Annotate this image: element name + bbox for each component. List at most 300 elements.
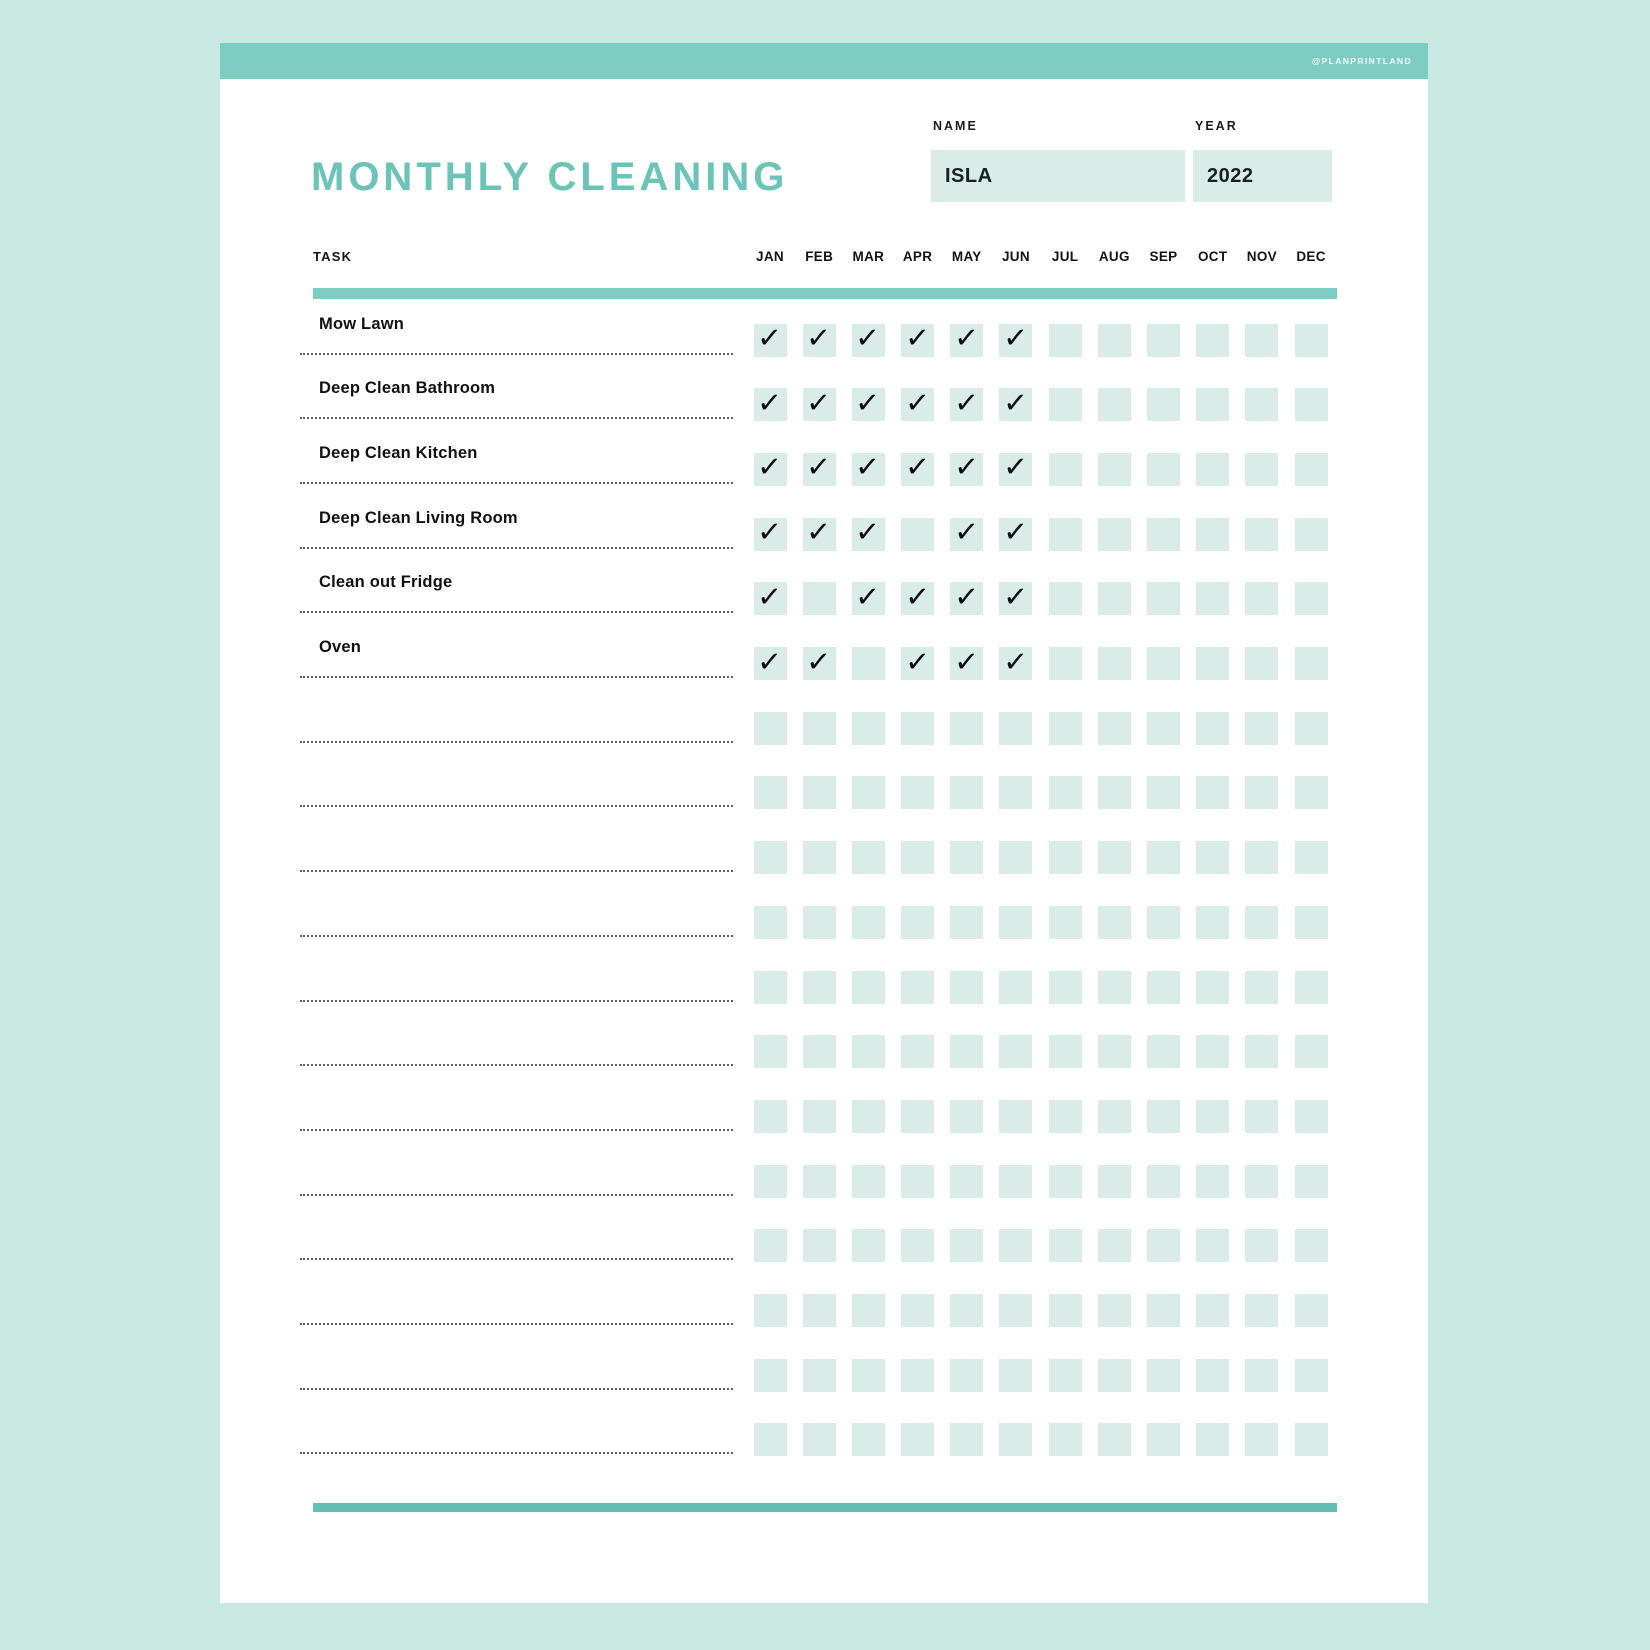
checkbox-row17-jan[interactable] [754,1359,787,1392]
checkbox-row10-feb[interactable] [803,906,836,939]
checkbox-row12-sep[interactable] [1147,1035,1180,1068]
year-value: 2022 [1207,164,1254,187]
checkmark-icon: ✓ [805,449,832,485]
checkbox-row17-feb[interactable] [803,1359,836,1392]
checkbox-row11-oct[interactable] [1196,971,1229,1004]
task-underline [300,611,733,613]
checkbox-row7-dec[interactable] [1295,712,1328,745]
checkbox-row16-mar[interactable] [852,1294,885,1327]
checkbox-row16-nov[interactable] [1245,1294,1278,1327]
checkbox-mow-lawn-may[interactable] [950,319,983,357]
checkbox-deep-clean-kitchen-may[interactable] [950,449,983,486]
checkbox-row7-feb[interactable] [803,712,836,745]
checkbox-row16-feb[interactable] [803,1294,836,1327]
checkbox-row [754,319,1328,357]
checkmark-icon: ✓ [1002,449,1029,485]
checkbox-row13-nov[interactable] [1245,1100,1278,1133]
checkbox-row15-mar[interactable] [852,1229,885,1262]
checkbox-row11-jul[interactable] [1049,971,1082,1004]
checkbox-oven-jun[interactable] [999,643,1032,680]
checkbox-row18-jul[interactable] [1049,1423,1082,1456]
checkbox-row [754,712,1328,745]
checkbox-row16-jan[interactable] [754,1294,787,1327]
checkbox-deep-clean-kitchen-jun[interactable] [999,449,1032,486]
month-header-nov: NOV [1246,248,1277,264]
checkbox-row9-jun[interactable] [999,841,1032,874]
task-grid [220,43,1428,1603]
task-underline [300,1000,733,1002]
checkbox-row [754,1423,1328,1456]
checkbox-row [754,643,1328,680]
checkbox-mow-lawn-jul[interactable] [1049,324,1082,357]
checkbox-row8-jul[interactable] [1049,776,1082,809]
checkbox-deep-clean-kitchen-mar[interactable] [852,449,885,486]
checkbox-row8-aug[interactable] [1098,776,1131,809]
checkbox-deep-clean-kitchen-nov[interactable] [1245,453,1278,486]
checkbox-deep-clean-living-room-sep[interactable] [1147,518,1180,551]
checkbox-row15-dec[interactable] [1295,1229,1328,1262]
month-header-aug: AUG [1098,248,1130,264]
checkbox-mow-lawn-apr[interactable] [901,319,934,357]
checkbox-mow-lawn-aug[interactable] [1098,324,1131,357]
month-header-oct: OCT [1197,248,1228,264]
month-header-feb: FEB [805,248,834,264]
checkmark-icon: ✓ [953,319,980,356]
checkbox-row16-oct[interactable] [1196,1294,1229,1327]
checkbox-deep-clean-bathroom-jun[interactable] [999,384,1032,421]
checkbox-clean-out-fridge-jun[interactable] [999,578,1032,615]
checkbox-row16-aug[interactable] [1098,1294,1131,1327]
checkbox-row11-apr[interactable] [901,971,934,1004]
checkbox-row17-jul[interactable] [1049,1359,1082,1392]
checkbox-row13-apr[interactable] [901,1100,934,1133]
checkbox-deep-clean-bathroom-feb[interactable] [803,384,836,421]
checkbox-deep-clean-bathroom-may[interactable] [950,384,983,421]
checkbox-row14-jun[interactable] [999,1165,1032,1198]
checkbox-row11-may[interactable] [950,971,983,1004]
task-row-empty [220,1423,1428,1456]
checkmark-icon: ✓ [904,319,931,356]
year-field-label: YEAR [1195,119,1238,133]
checkbox-row13-jul[interactable] [1049,1100,1082,1133]
checkbox-row9-feb[interactable] [803,841,836,874]
checkbox-row16-jun[interactable] [999,1294,1032,1327]
watermark-credit: @PLANPRINTLAND [1311,56,1412,66]
checkbox-row12-dec[interactable] [1295,1035,1328,1068]
checkbox-row7-jun[interactable] [999,712,1032,745]
task-underline [300,1194,733,1196]
checkbox-clean-out-fridge-feb[interactable] [803,582,836,615]
task-row-empty [220,1165,1428,1198]
month-header-jun: JUN [1001,248,1030,264]
task-label: Deep Clean Bathroom [319,379,496,398]
checkmark-icon: ✓ [904,384,931,420]
checkbox-row16-sep[interactable] [1147,1294,1180,1327]
checkbox-clean-out-fridge-apr[interactable] [901,578,934,615]
checkbox-row13-may[interactable] [950,1100,983,1133]
checkbox-row15-feb[interactable] [803,1229,836,1262]
checkbox-row15-jan[interactable] [754,1229,787,1262]
checkbox-row15-may[interactable] [950,1229,983,1262]
checkbox-row8-mar[interactable] [852,776,885,809]
checkbox-row10-oct[interactable] [1196,906,1229,939]
checkbox-row16-dec[interactable] [1295,1294,1328,1327]
task-underline [300,1258,733,1260]
checkbox-deep-clean-kitchen-jan[interactable] [754,449,787,486]
checkbox-row10-nov[interactable] [1245,906,1278,939]
checkbox-row [754,971,1328,1004]
checkbox-row12-jan[interactable] [754,1035,787,1068]
checkbox-row9-oct[interactable] [1196,841,1229,874]
checkbox-row12-aug[interactable] [1098,1035,1131,1068]
checkmark-icon: ✓ [805,643,832,679]
checkbox-row9-jan[interactable] [754,841,787,874]
checkbox-row7-oct[interactable] [1196,712,1229,745]
checkbox-row10-aug[interactable] [1098,906,1131,939]
checkbox-row14-aug[interactable] [1098,1165,1131,1198]
checkbox-row18-aug[interactable] [1098,1423,1131,1456]
task-row [220,638,1428,680]
checkbox-row [754,1359,1328,1392]
checkbox-row18-dec[interactable] [1295,1423,1328,1456]
task-underline [300,1388,733,1390]
checkbox-row16-may[interactable] [950,1294,983,1327]
checkbox-row9-jul[interactable] [1049,841,1082,874]
checkbox-row [754,384,1328,421]
checkbox-row12-jul[interactable] [1049,1035,1082,1068]
checkbox-row7-jul[interactable] [1049,712,1082,745]
checkbox-row7-aug[interactable] [1098,712,1131,745]
checkbox-deep-clean-kitchen-jul[interactable] [1049,453,1082,486]
checkbox-row17-oct[interactable] [1196,1359,1229,1392]
checkbox-deep-clean-living-room-may[interactable] [950,514,983,551]
checkbox-row18-sep[interactable] [1147,1423,1180,1456]
checkmark-icon: ✓ [854,514,881,550]
checkbox-deep-clean-bathroom-sep[interactable] [1147,388,1180,421]
task-underline [300,547,733,549]
checkbox-row [754,1100,1328,1133]
checkbox-deep-clean-bathroom-mar[interactable] [852,384,885,421]
checkbox-clean-out-fridge-oct[interactable] [1196,582,1229,615]
checkmark-icon: ✓ [953,449,980,485]
checkbox-deep-clean-living-room-jan[interactable] [754,514,787,551]
task-row [220,379,1428,421]
checkmark-icon: ✓ [953,578,980,614]
checkbox-row8-apr[interactable] [901,776,934,809]
checkbox-row10-sep[interactable] [1147,906,1180,939]
checkbox-row16-jul[interactable] [1049,1294,1082,1327]
task-row-empty [220,1359,1428,1392]
checkbox-row13-dec[interactable] [1295,1100,1328,1133]
checkmark-icon: ✓ [854,319,881,356]
checkbox-row17-may[interactable] [950,1359,983,1392]
checkmark-icon: ✓ [805,319,832,356]
checkmark-icon: ✓ [953,643,980,679]
checkbox-row [754,514,1328,551]
checkbox-row8-jan[interactable] [754,776,787,809]
checkbox-row18-mar[interactable] [852,1423,885,1456]
checkbox-clean-out-fridge-nov[interactable] [1245,582,1278,615]
checkbox-oven-mar[interactable] [852,647,885,680]
checkbox-row15-jun[interactable] [999,1229,1032,1262]
checkbox-row [754,906,1328,939]
checkbox-row [754,1294,1328,1327]
checkbox-row13-oct[interactable] [1196,1100,1229,1133]
checkbox-row14-oct[interactable] [1196,1165,1229,1198]
checkbox-row12-jun[interactable] [999,1035,1032,1068]
checkmark-icon: ✓ [953,384,980,420]
checkbox-row7-nov[interactable] [1245,712,1278,745]
checkbox-deep-clean-living-room-jun[interactable] [999,514,1032,551]
task-underline [300,1129,733,1131]
checkbox-oven-dec[interactable] [1295,647,1328,680]
checkbox-oven-may[interactable] [950,643,983,680]
checkbox-row14-mar[interactable] [852,1165,885,1198]
checkbox-row15-oct[interactable] [1196,1229,1229,1262]
checkbox-row18-nov[interactable] [1245,1423,1278,1456]
checkbox-deep-clean-living-room-apr[interactable] [901,518,934,551]
checkmark-icon: ✓ [805,384,832,420]
checkbox-deep-clean-bathroom-jul[interactable] [1049,388,1082,421]
checkbox-oven-feb[interactable] [803,643,836,680]
checkbox-row15-nov[interactable] [1245,1229,1278,1262]
checkmark-icon: ✓ [854,384,881,420]
checkbox-row8-jun[interactable] [999,776,1032,809]
checkmark-icon: ✓ [953,514,980,550]
checkbox-row17-dec[interactable] [1295,1359,1328,1392]
checkbox-row18-jan[interactable] [754,1423,787,1456]
checkbox-clean-out-fridge-aug[interactable] [1098,582,1131,615]
checkbox-row11-dec[interactable] [1295,971,1328,1004]
checkbox-row11-jan[interactable] [754,971,787,1004]
month-header-sep: SEP [1149,248,1178,264]
checkbox-row9-nov[interactable] [1245,841,1278,874]
checkbox-oven-jan[interactable] [754,643,787,680]
checkmark-icon: ✓ [854,578,881,614]
checkbox-row10-jun[interactable] [999,906,1032,939]
task-row-empty [220,841,1428,874]
checkbox-deep-clean-kitchen-apr[interactable] [901,449,934,486]
checkbox-row18-may[interactable] [950,1423,983,1456]
checkbox-clean-out-fridge-jan[interactable] [754,578,787,615]
task-row [220,508,1428,551]
checkbox-deep-clean-bathroom-oct[interactable] [1196,388,1229,421]
checkbox-row13-feb[interactable] [803,1100,836,1133]
checkbox-row17-aug[interactable] [1098,1359,1131,1392]
checkbox-row12-mar[interactable] [852,1035,885,1068]
checkmark-icon: ✓ [904,449,931,485]
task-underline [300,676,733,678]
checkbox-deep-clean-living-room-dec[interactable] [1295,518,1328,551]
checkbox-deep-clean-bathroom-jan[interactable] [754,384,787,421]
checkbox-oven-sep[interactable] [1147,647,1180,680]
checkbox-mow-lawn-dec[interactable] [1295,324,1328,357]
month-header-dec: DEC [1296,248,1326,264]
checkbox-row12-may[interactable] [950,1035,983,1068]
checkbox-row14-jul[interactable] [1049,1165,1082,1198]
checkbox-oven-jul[interactable] [1049,647,1082,680]
checkbox-row7-may[interactable] [950,712,983,745]
checkbox-row [754,1229,1328,1262]
checkbox-clean-out-fridge-may[interactable] [950,578,983,615]
checkbox-row17-nov[interactable] [1245,1359,1278,1392]
checkmark-icon: ✓ [1002,319,1029,356]
checkbox-row11-aug[interactable] [1098,971,1131,1004]
checkbox-row13-jan[interactable] [754,1100,787,1133]
task-row-empty [220,1229,1428,1262]
task-underline [300,417,733,419]
checkbox-row8-nov[interactable] [1245,776,1278,809]
checkbox-deep-clean-living-room-nov[interactable] [1245,518,1278,551]
checkbox-row12-nov[interactable] [1245,1035,1278,1068]
task-underline [300,741,733,743]
checkbox-row8-oct[interactable] [1196,776,1229,809]
checkbox-row12-oct[interactable] [1196,1035,1229,1068]
checkbox-deep-clean-living-room-feb[interactable] [803,514,836,551]
checkbox-deep-clean-kitchen-sep[interactable] [1147,453,1180,486]
checkbox-deep-clean-kitchen-feb[interactable] [803,449,836,486]
checkbox-row7-mar[interactable] [852,712,885,745]
checkbox-clean-out-fridge-sep[interactable] [1147,582,1180,615]
task-row-empty [220,776,1428,809]
checkmark-icon: ✓ [756,643,783,679]
checkbox-row [754,1165,1328,1198]
task-row-empty [220,1100,1428,1133]
checkbox-oven-oct[interactable] [1196,647,1229,680]
checkbox-deep-clean-bathroom-dec[interactable] [1295,388,1328,421]
task-row [220,314,1428,357]
checkbox-row12-feb[interactable] [803,1035,836,1068]
checkbox-row11-nov[interactable] [1245,971,1278,1004]
task-underline [300,1452,733,1454]
checkbox-row8-sep[interactable] [1147,776,1180,809]
checkbox-row14-may[interactable] [950,1165,983,1198]
checkbox-row8-feb[interactable] [803,776,836,809]
checkbox-row14-jan[interactable] [754,1165,787,1198]
checkbox-row10-mar[interactable] [852,906,885,939]
checkbox-row9-mar[interactable] [852,841,885,874]
checkmark-icon: ✓ [854,449,881,485]
checkbox-deep-clean-kitchen-oct[interactable] [1196,453,1229,486]
checkbox-row [754,578,1328,615]
checkbox-mow-lawn-nov[interactable] [1245,324,1278,357]
checkbox-row15-apr[interactable] [901,1229,934,1262]
checkbox-row14-sep[interactable] [1147,1165,1180,1198]
checkbox-row10-may[interactable] [950,906,983,939]
task-row [220,573,1428,615]
task-underline [300,935,733,937]
checkbox-row15-jul[interactable] [1049,1229,1082,1262]
checkbox-deep-clean-living-room-jul[interactable] [1049,518,1082,551]
checkbox-row10-jul[interactable] [1049,906,1082,939]
checkbox-row13-mar[interactable] [852,1100,885,1133]
name-field-label: NAME [933,119,978,133]
checkbox-deep-clean-bathroom-apr[interactable] [901,384,934,421]
checkbox-row18-jun[interactable] [999,1423,1032,1456]
checkbox-row12-apr[interactable] [901,1035,934,1068]
checkbox-row16-apr[interactable] [901,1294,934,1327]
checkbox-oven-aug[interactable] [1098,647,1131,680]
checkbox-row14-feb[interactable] [803,1165,836,1198]
checkbox-row11-feb[interactable] [803,971,836,1004]
checkbox-deep-clean-bathroom-aug[interactable] [1098,388,1131,421]
checkbox-mow-lawn-jan[interactable] [754,319,787,357]
checkbox-row7-apr[interactable] [901,712,934,745]
checkbox-row14-apr[interactable] [901,1165,934,1198]
checkbox-row13-sep[interactable] [1147,1100,1180,1133]
checkbox-row9-may[interactable] [950,841,983,874]
checkbox-oven-nov[interactable] [1245,647,1278,680]
checkbox-row18-apr[interactable] [901,1423,934,1456]
checkbox-deep-clean-living-room-mar[interactable] [852,514,885,551]
checkmark-icon: ✓ [1002,514,1029,550]
checkbox-row17-jun[interactable] [999,1359,1032,1392]
checkbox-row9-aug[interactable] [1098,841,1131,874]
checkbox-row10-jan[interactable] [754,906,787,939]
checkbox-clean-out-fridge-jul[interactable] [1049,582,1082,615]
checkbox-row17-mar[interactable] [852,1359,885,1392]
checkbox-clean-out-fridge-mar[interactable] [852,578,885,615]
checkbox-row11-mar[interactable] [852,971,885,1004]
month-header-mar: MAR [852,248,885,264]
checkbox-row [754,776,1328,809]
checkbox-mow-lawn-feb[interactable] [803,319,836,357]
checkbox-row7-jan[interactable] [754,712,787,745]
checkmark-icon: ✓ [756,319,783,356]
checkbox-deep-clean-kitchen-aug[interactable] [1098,453,1131,486]
checkbox-row10-apr[interactable] [901,906,934,939]
checkbox-row15-sep[interactable] [1147,1229,1180,1262]
checkbox-clean-out-fridge-dec[interactable] [1295,582,1328,615]
checkbox-row18-feb[interactable] [803,1423,836,1456]
checkbox-row13-jun[interactable] [999,1100,1032,1133]
checkbox-row18-oct[interactable] [1196,1423,1229,1456]
checkbox-row10-dec[interactable] [1295,906,1328,939]
checkbox-row13-aug[interactable] [1098,1100,1131,1133]
checkbox-deep-clean-living-room-aug[interactable] [1098,518,1131,551]
checkbox-deep-clean-bathroom-nov[interactable] [1245,388,1278,421]
checkbox-row7-sep[interactable] [1147,712,1180,745]
checkbox-oven-apr[interactable] [901,643,934,680]
task-label: Deep Clean Kitchen [319,443,478,462]
checkbox-mow-lawn-sep[interactable] [1147,324,1180,357]
task-row [220,443,1428,486]
checkmark-icon: ✓ [756,384,783,420]
checkbox-mow-lawn-jun[interactable] [999,319,1032,357]
checkbox-deep-clean-kitchen-dec[interactable] [1295,453,1328,486]
checkbox-row11-jun[interactable] [999,971,1032,1004]
checkbox-row17-apr[interactable] [901,1359,934,1392]
checkbox-row8-dec[interactable] [1295,776,1328,809]
task-label: Deep Clean Living Room [319,508,518,527]
name-value: ISLA [945,164,993,187]
checkbox-mow-lawn-oct[interactable] [1196,324,1229,357]
checkbox-mow-lawn-mar[interactable] [852,319,885,357]
task-underline [300,870,733,872]
checkbox-deep-clean-living-room-oct[interactable] [1196,518,1229,551]
checkbox-row8-may[interactable] [950,776,983,809]
checkbox-row14-nov[interactable] [1245,1165,1278,1198]
task-row-empty [220,971,1428,1004]
checkbox-row11-sep[interactable] [1147,971,1180,1004]
checkbox-row15-aug[interactable] [1098,1229,1131,1262]
checkbox-row17-sep[interactable] [1147,1359,1180,1392]
checkmark-icon: ✓ [904,578,931,614]
checkbox-row9-apr[interactable] [901,841,934,874]
checkbox-row14-dec[interactable] [1295,1165,1328,1198]
checkbox-row9-dec[interactable] [1295,841,1328,874]
checkbox-row9-sep[interactable] [1147,841,1180,874]
